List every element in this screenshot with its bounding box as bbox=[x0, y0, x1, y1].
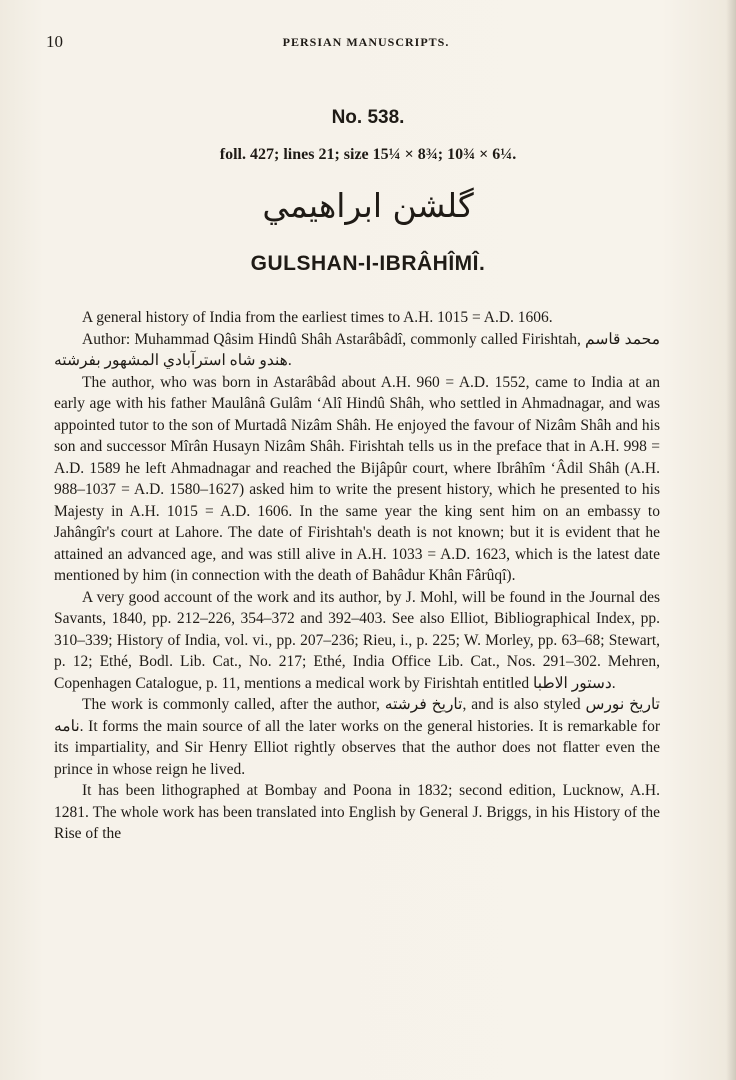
page-number: 10 bbox=[46, 32, 63, 51]
page-header bbox=[46, 32, 686, 56]
paragraph-names: The work is commonly called, after the author, تاريخ فرشته, and is also styled تاريخ نورس نامه. It forms the main source of all the later works on the general histories. It is remarkable for its impartiality, and Sir Henry Elliot rightly observes that the author does not flatter even the prince in whose reign he lived. bbox=[54, 696, 660, 778]
paragraph-references: A very good account of the work and its author, by J. Mohl, will be found in the Journal des Savants, 1840, pp. 212–226, 354–372 and 392–403. See also Elliot, Bibliographical Index, pp. 310–339; History of India, vol. vi., pp. 207–236; Rieu, i., p. 225; W. Morley, pp. 63–68; Stewart, p. 12; Ethé, Bodl. Lib. Cat., No. 217; Ethé, India Office Lib. Cat., Nos. 291–302. Mehren, Copenhagen Catalogue, p. 11, mentions a medical work by Firishtah entitled دستور الاطبا. bbox=[54, 588, 660, 692]
paragraph-description: A general history of India from the earliest times to A.H. 1015 = A.D. 1606. bbox=[82, 309, 553, 326]
paragraph-biography: The author, who was born in Astarâbâd about A.H. 960 = A.D. 1552, came to India at an early age with his father Maulânâ Gulâm ‘Alî Hindû Shâh, who settled in Ahmadnagar, and was appointed tutor to the son of Murtadâ Nizâm Shâh. He enjoyed the favour of Nizâm Shâh and his son and successor Mîrân Husayn Nizâm Shâh. Firishtah tells us in the preface that in A.H. 998 = A.D. 1589 he left Ahmadnagar and reached the Bijâpûr court, where Ibrâhîm ‘Âdil Shâh (A.H. 988–1037 = A.D. 1580–1627) asked him to write the present history, which he presented to his Majesty in A.H. 1015 = A.D. 1606. In the same year the king sent him on an embassy to Jahângîr's court at Lahore. The date of Firishtah's death is not known; but it is evident that he attained an advanced age, and was still alive in A.H. 1033 = A.D. 1623, which is the latest date mentioned by him (in connection with the death of Bahâdur Khân Fârûqî). bbox=[54, 373, 660, 584]
paragraph-author: Author: Muhammad Qâsim Hindû Shâh Astarâbâdî, commonly called Firishtah, محمد قاسم هندو شاه استرآبادي المشهور بفرشته. bbox=[54, 330, 660, 369]
manuscript-number: No. 538. bbox=[331, 107, 405, 128]
manuscript-size: foll. 427; lines 21; size 15¼ × 8¾; 10¾ × 6¼. bbox=[219, 146, 517, 163]
running-title: PERSIAN MANUSCRIPTS. bbox=[282, 35, 450, 49]
body-text bbox=[54, 307, 660, 845]
manuscript-title: GULSHAN-I-IBRÂHÎMÎ. bbox=[250, 252, 486, 275]
paragraph-editions: It has been lithographed at Bombay and Poona in 1832; second edition, Lucknow, A.H. 1281. The whole work has been translated into English by General J. Briggs, in his History of the Rise of the bbox=[54, 782, 660, 842]
persian-title: گلشن ابراهيمي bbox=[262, 186, 474, 225]
